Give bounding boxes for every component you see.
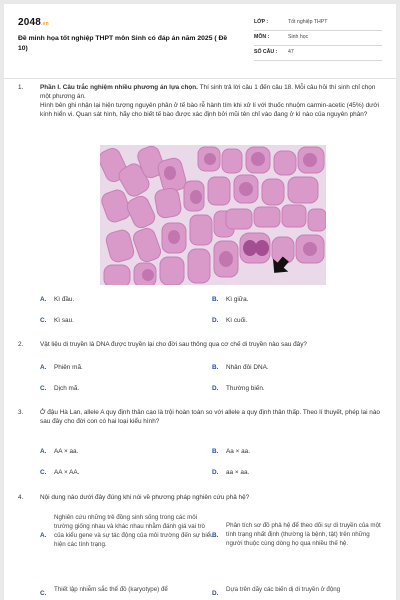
answer-option-a-letter[interactable] <box>40 532 54 541</box>
answer-option-a[interactable] <box>40 364 83 373</box>
answer-option-c[interactable] <box>40 385 79 394</box>
answer-option-d-text[interactable]: Dựa trên dãy các biến dị di truyền ở động <box>226 586 341 593</box>
question-prompt: Hình bên ghi nhận lại hiện tượng nguyên phân ở tế bào rễ hành tím khi xử lí với thuốc nhuộm carmin-acetic (45%) dưới kính hiển vi. Quan sát hình, hãy cho biết tế bào được xác định bởi mũi tên chỉ vào đang ở kì nào của nguyên phân? <box>40 102 380 118</box>
answer-option-b-text[interactable]: Phân tích sơ đồ phả hệ để theo dõi sự di truyền của một tính trạng nhất định (thường là bệnh, tật) trên những người thuộc cùng dòng họ qua nhiều thế hệ. <box>226 522 381 547</box>
answer-option-d[interactable] <box>212 317 247 326</box>
answer-option-a[interactable] <box>40 448 78 457</box>
answer-option-c[interactable] <box>40 317 74 326</box>
answer-option-b[interactable] <box>212 296 248 305</box>
header-divider <box>4 78 396 79</box>
answer-option-a[interactable] <box>40 296 74 305</box>
option-text: Dịch mã. <box>54 385 80 392</box>
option-letter: B. <box>212 296 219 303</box>
option-letter: A. <box>40 448 47 455</box>
option-letter: A. <box>40 296 47 303</box>
question-prompt: Nội dung nào dưới đây đúng khi nói về phương pháp nghiên cứu phả hệ? <box>40 494 250 501</box>
answer-option-d-letter[interactable] <box>212 590 226 599</box>
question-number: 1. <box>18 84 24 91</box>
answer-option-b-letter[interactable] <box>212 532 226 541</box>
meta-row-class <box>254 16 382 31</box>
question-1 <box>18 84 390 121</box>
option-letter: D. <box>212 590 219 597</box>
meta-value: 47 <box>288 49 294 55</box>
answer-option-b[interactable] <box>212 364 269 373</box>
site-logo[interactable]: 2048.vn <box>18 17 49 28</box>
option-letter: B. <box>212 532 219 539</box>
option-letter: C. <box>40 590 47 597</box>
document-meta <box>254 16 382 61</box>
option-letter: B. <box>212 448 219 455</box>
question-3 <box>18 409 390 426</box>
option-text: Nhân đôi DNA. <box>226 364 269 371</box>
option-letter: C. <box>40 469 47 476</box>
question-prompt: Ở đậu Hà Lan, allele A quy định thân cao là trội hoàn toàn so với allele a quy định thân thấp. Theo lí thuyết, phép lai nào sau đây cho đời con có hai loại kiểu hình? <box>40 409 380 425</box>
answer-option-d[interactable] <box>212 385 265 394</box>
question-prompt: Vật liệu di truyền là DNA được truyền lại cho đời sau thông qua cơ chế di truyền nào sau đây? <box>40 341 307 348</box>
meta-key: SỐ CÂU : <box>254 49 278 55</box>
option-text: aa × aa. <box>226 469 250 476</box>
option-text: AA × aa. <box>54 448 79 455</box>
answer-option-d[interactable] <box>212 469 249 478</box>
answer-option-c-text[interactable]: Thiết lập nhiễm sắc thể đồ (karyotype) để <box>54 586 168 593</box>
option-letter: C. <box>40 385 47 392</box>
question-2 <box>18 341 390 350</box>
section-instructions: Thí sinh trả lời câu 1 đến câu 18. Mỗi câu hỏi thí sinh chỉ chọn một phương án. <box>40 84 376 100</box>
answer-option-c[interactable] <box>40 469 79 478</box>
option-letter: D. <box>212 385 219 392</box>
option-letter: D. <box>212 469 219 476</box>
option-text: AA × AA. <box>54 469 80 476</box>
question-text <box>40 84 386 120</box>
option-text: Kì giữa. <box>226 296 249 303</box>
option-letter: D. <box>212 317 219 324</box>
option-text: Thường biến. <box>226 385 265 392</box>
document-page <box>4 4 396 600</box>
question-4 <box>18 494 390 503</box>
meta-value: Sinh học <box>288 34 309 40</box>
meta-row-count <box>254 46 382 61</box>
answer-option-c-letter[interactable] <box>40 590 54 599</box>
option-text: Kì sau. <box>54 317 74 324</box>
document-title: Đề minh họa tốt nghiệp THPT môn Sinh có đáp án năm 2025 ( Đề 10) <box>18 35 228 52</box>
document-header <box>4 4 396 76</box>
meta-row-subject <box>254 31 382 46</box>
question-number: 4. <box>18 494 24 501</box>
option-text: Aa × aa. <box>226 448 250 455</box>
meta-key: LỚP : <box>254 19 269 25</box>
meta-value: Tốt nghiệp THPT <box>288 19 328 25</box>
option-text: Kì đầu. <box>54 296 75 303</box>
answer-option-a-text[interactable]: Nghiên cứu những trẻ đồng sinh sống trong các môi trường giống nhau và khác nhau nhằm đánh giá vai trò của kiểu gene và sự tác động của môi trường đến sự biểu hiện các tính trạng. <box>54 514 214 548</box>
option-letter: B. <box>212 364 219 371</box>
question-number: 2. <box>18 341 24 348</box>
option-letter: A. <box>40 532 47 539</box>
micrograph-onion-root-cells <box>100 145 326 285</box>
section-title: Phần I. Câu trắc nghiệm nhiều phương án lựa chọn. <box>40 84 198 91</box>
meta-key: MÔN : <box>254 34 270 40</box>
option-letter: C. <box>40 317 47 324</box>
option-text: Kì cuối. <box>226 317 248 324</box>
option-letter: A. <box>40 364 47 371</box>
answer-option-b[interactable] <box>212 448 250 457</box>
option-text: Phiên mã. <box>54 364 83 371</box>
question-number: 3. <box>18 409 24 416</box>
